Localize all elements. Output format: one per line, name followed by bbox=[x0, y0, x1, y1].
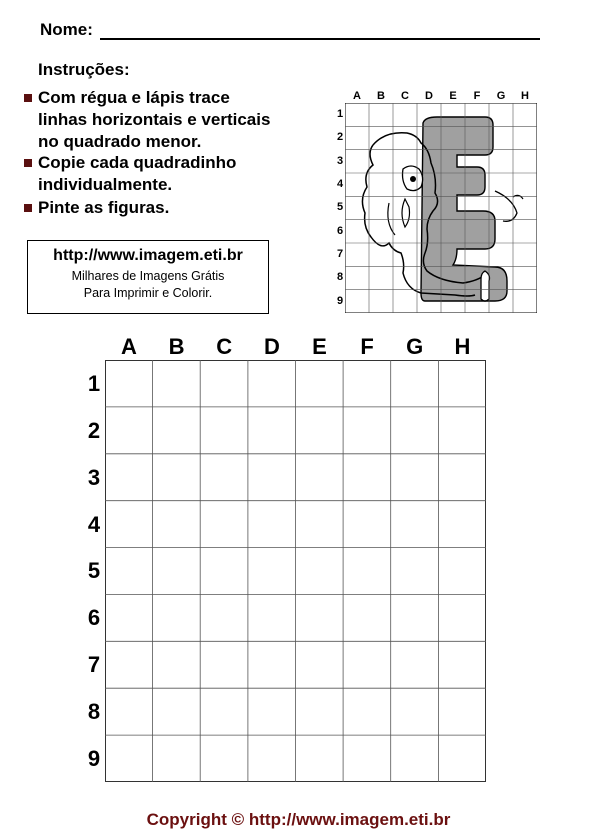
big-grid-col-label: B bbox=[168, 334, 185, 359]
big-grid-row-label: 3 bbox=[87, 465, 101, 490]
small-grid-row-label: 3 bbox=[336, 155, 344, 167]
small-grid-lines bbox=[345, 103, 537, 313]
site-box bbox=[27, 240, 269, 314]
big-grid-row-label: 4 bbox=[87, 512, 101, 537]
elephant-letter-e-illustration bbox=[362, 117, 523, 301]
small-grid-col-label: B bbox=[377, 90, 385, 102]
small-grid-row-label: 5 bbox=[336, 201, 344, 213]
big-grid-col-label: E bbox=[312, 334, 327, 359]
small-grid-row-label: 6 bbox=[336, 225, 344, 237]
small-grid-col-label: F bbox=[473, 90, 481, 102]
big-grid-row-label: 2 bbox=[87, 418, 101, 443]
big-grid-col-label: A bbox=[121, 334, 137, 359]
small-grid-col-label: H bbox=[521, 90, 529, 102]
name-label: Nome: bbox=[40, 20, 93, 39]
site-line-2: Para Imprimir e Colorir. bbox=[83, 286, 213, 300]
site-url[interactable]: http://www.imagem.eti.br bbox=[53, 247, 243, 264]
small-grid-row-label: 9 bbox=[336, 295, 344, 307]
big-grid-row-label: 7 bbox=[87, 652, 101, 677]
bullet-icon bbox=[24, 94, 32, 102]
small-grid-row-label: 1 bbox=[336, 108, 344, 120]
small-grid-row-label: 4 bbox=[336, 178, 344, 190]
small-grid-col-label: A bbox=[353, 90, 361, 102]
small-grid-col-label: G bbox=[496, 90, 506, 102]
bullet-icon bbox=[24, 204, 32, 212]
big-grid-row-label: 6 bbox=[87, 605, 101, 630]
small-reference-grid bbox=[345, 103, 537, 313]
small-grid-col-label: C bbox=[401, 90, 409, 102]
small-grid-col-label: E bbox=[449, 90, 457, 102]
drawing-grid[interactable] bbox=[105, 360, 486, 782]
big-grid-row-label: 1 bbox=[87, 371, 101, 396]
big-grid-row-label: 5 bbox=[87, 558, 101, 583]
bullet-icon bbox=[24, 159, 32, 167]
small-grid-row-label: 2 bbox=[336, 131, 344, 143]
instruction-item: Pinte as figuras. bbox=[38, 198, 170, 217]
big-grid-row-label: 9 bbox=[87, 746, 101, 771]
instructions-title: Instruções: bbox=[38, 60, 130, 79]
site-line-1: Milhares de Imagens Grátis bbox=[71, 269, 225, 283]
big-grid-col-label: C bbox=[216, 334, 233, 359]
big-grid-col-label: F bbox=[360, 334, 374, 359]
big-grid-col-label: D bbox=[263, 334, 280, 359]
name-line bbox=[100, 38, 540, 40]
big-grid-col-label: G bbox=[406, 334, 424, 359]
instruction-item: Com régua e lápis trace linhas horizontais e verticais no quadrado menor. bbox=[38, 88, 271, 151]
copyright-footer: Copyright © http://www.imagem.eti.br bbox=[146, 810, 451, 829]
big-grid-row-label: 8 bbox=[87, 699, 101, 724]
big-grid-col-label: H bbox=[454, 334, 471, 359]
small-grid-col-label: D bbox=[425, 90, 433, 102]
small-grid-row-label: 8 bbox=[336, 271, 344, 283]
instruction-item: Copie cada quadradinho individualmente. bbox=[38, 153, 237, 194]
small-grid-row-label: 7 bbox=[336, 248, 344, 260]
